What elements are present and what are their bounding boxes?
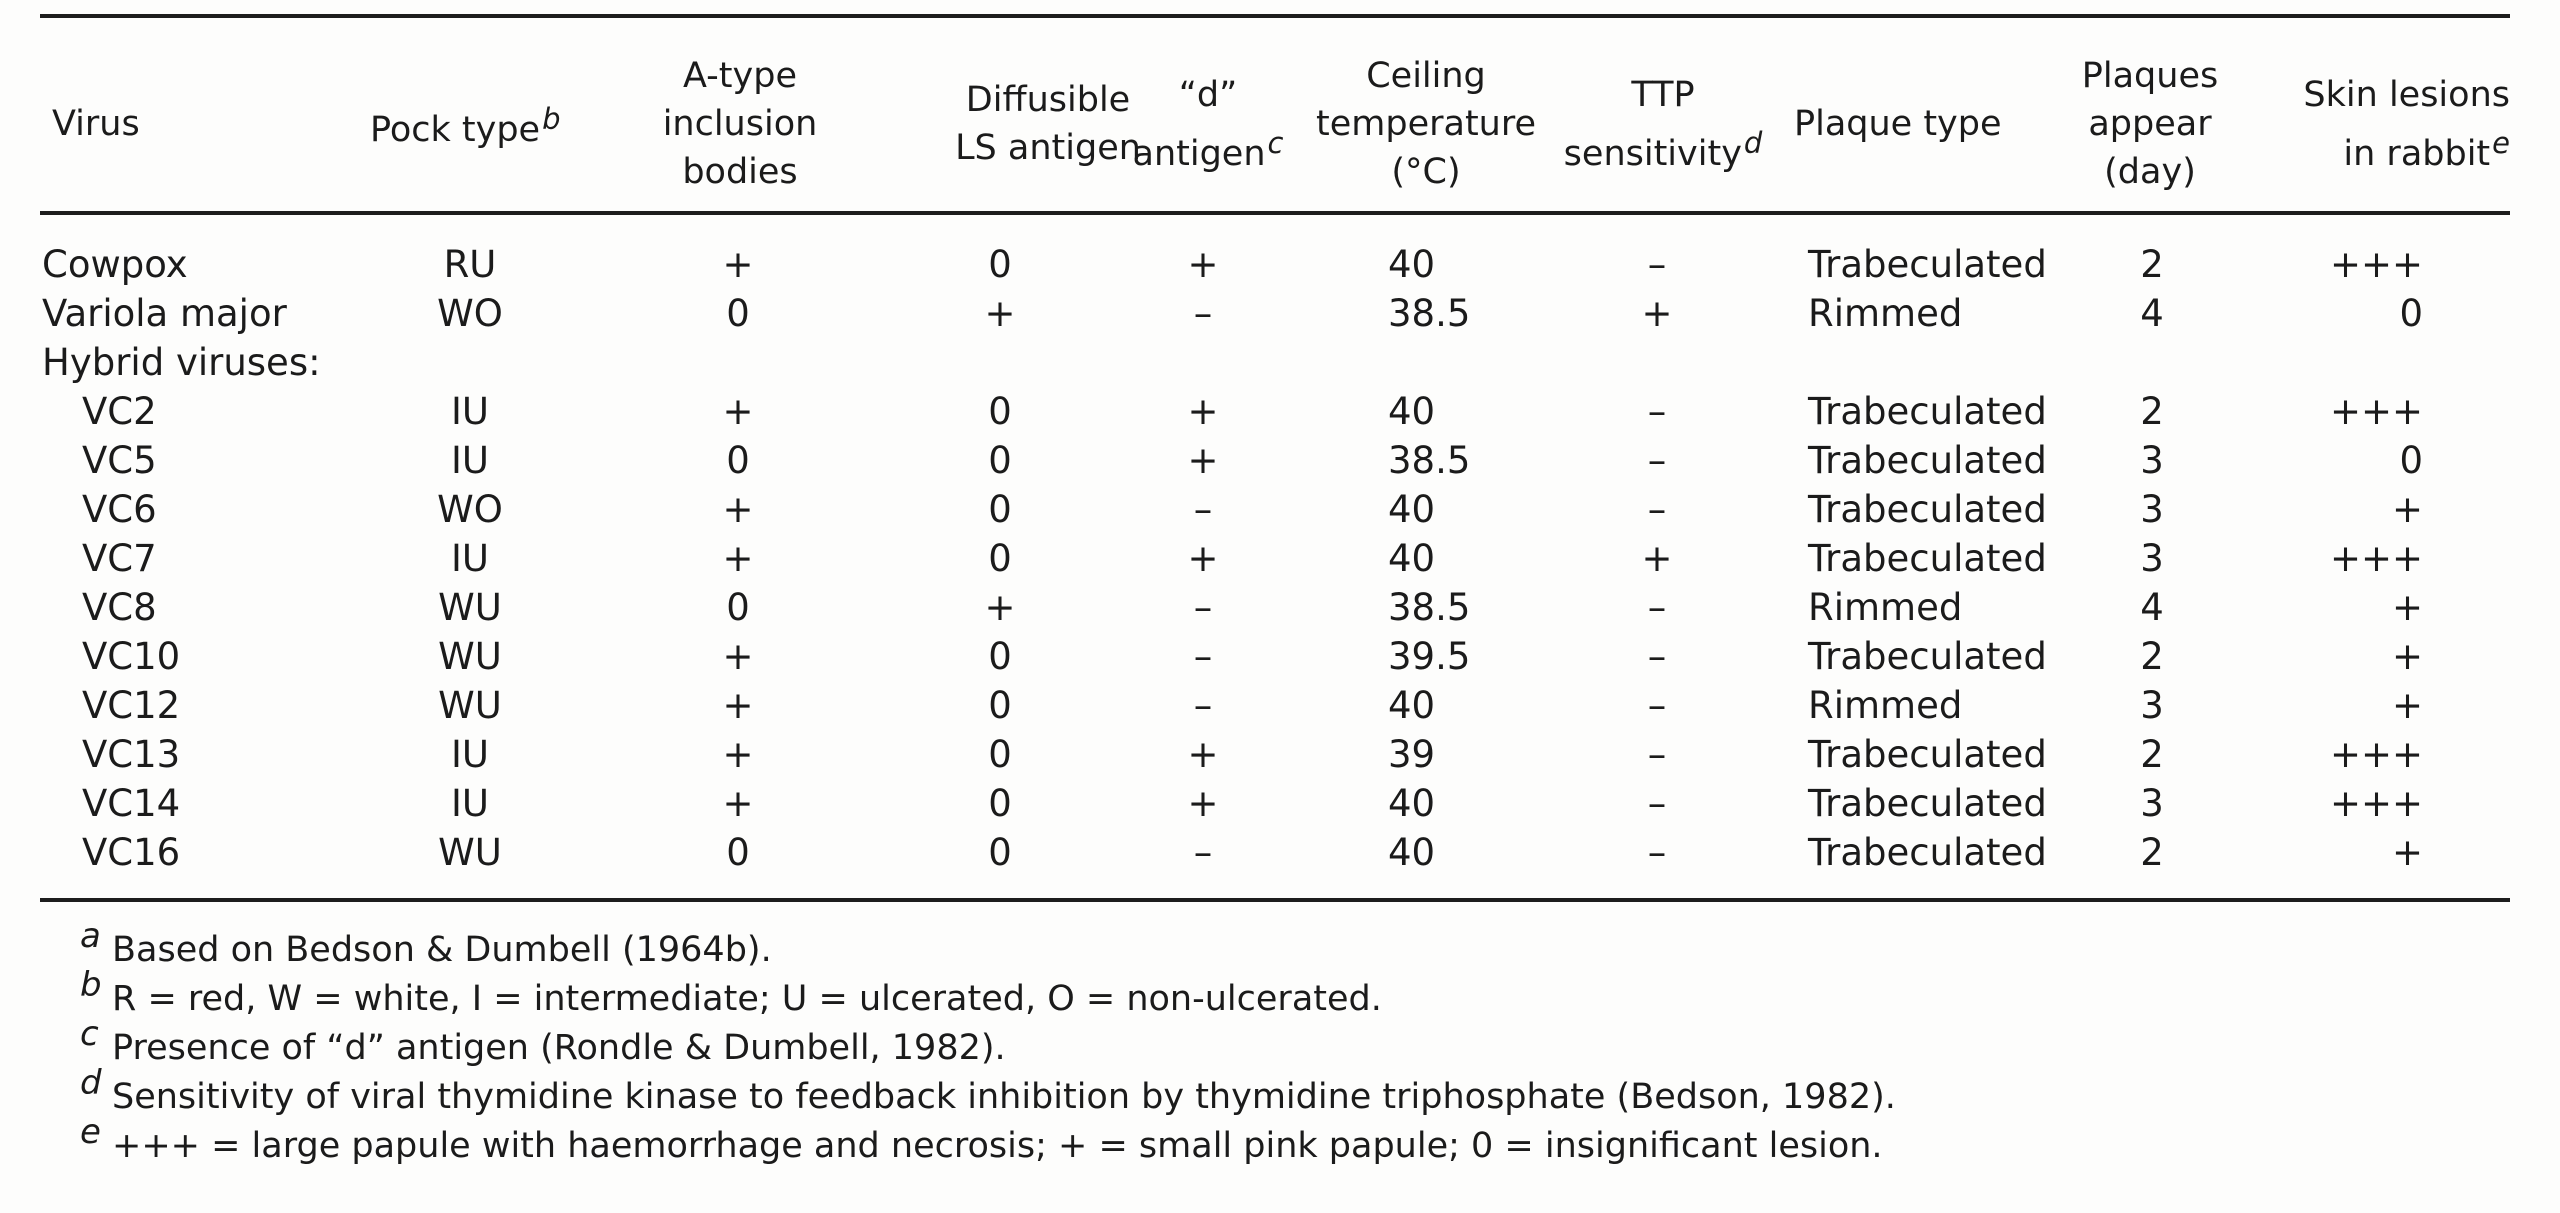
table-cell: WU [438, 635, 502, 678]
table-row [0, 583, 2560, 632]
table-cell: 0 [726, 292, 750, 335]
table-cell: – [1647, 733, 1667, 776]
table-cell: – [1647, 782, 1667, 825]
table-top-rule [40, 14, 2510, 18]
table-cell: 3 [2140, 488, 2164, 531]
column-header [1794, 44, 2034, 204]
table-cell: – [1647, 831, 1667, 874]
table-cell: WU [438, 831, 502, 874]
table-cell: + [2391, 831, 2423, 874]
table-cell: + [722, 635, 754, 678]
table-cell: Rimmed [1808, 684, 1963, 727]
table-cell: + [1187, 243, 1219, 286]
table-cell: + [722, 782, 754, 825]
table-cell: – [1647, 439, 1667, 482]
column-header [1548, 44, 1778, 204]
table-cell: – [1647, 635, 1667, 678]
table-cell: 2 [2140, 635, 2164, 678]
table-cell: 40 [1388, 684, 1436, 727]
table-cell: – [1647, 390, 1667, 433]
table-cell: 0 [988, 390, 1012, 433]
table-cell: + [1187, 733, 1219, 776]
table-cell: + [2391, 684, 2423, 727]
table-cell: – [1193, 292, 1213, 335]
table-cell: Variola major [42, 292, 287, 335]
table-cell: VC7 [82, 537, 157, 580]
table-cell: Trabeculated [1808, 831, 2047, 874]
table-cell: WU [438, 684, 502, 727]
table-cell: + [722, 537, 754, 580]
table-cell: 0 [988, 635, 1012, 678]
column-header-line-wrap [2343, 119, 2510, 178]
table-cell: Trabeculated [1808, 537, 2047, 580]
column-header-line: in rabbit [2343, 133, 2491, 174]
table-cell: 0 [726, 831, 750, 874]
table-row [0, 681, 2560, 730]
table-bottom-rule [40, 898, 2510, 902]
table-cell: +++ [2329, 243, 2423, 286]
table-cell: 3 [2140, 439, 2164, 482]
table-row [0, 828, 2560, 877]
table-cell: VC5 [82, 439, 157, 482]
table-cell: – [1193, 684, 1213, 727]
table-cell: 0 [988, 488, 1012, 531]
table-row [0, 485, 2560, 534]
column-header-line-wrap [1564, 119, 1763, 178]
table-cell: – [1193, 635, 1213, 678]
table-cell: Trabeculated [1808, 782, 2047, 825]
table-cell: 40 [1388, 488, 1436, 531]
column-header-line: “d” [1178, 74, 1238, 115]
table-cell: +++ [2329, 390, 2423, 433]
table-row [0, 289, 2560, 338]
table-cell: Trabeculated [1808, 488, 2047, 531]
table-cell: + [2391, 586, 2423, 629]
table-cell: 0 [726, 586, 750, 629]
table-cell: Trabeculated [1808, 390, 2047, 433]
table-cell: VC8 [82, 586, 157, 629]
footnote-marker: d [1743, 125, 1763, 160]
column-header-line: antigen [1132, 133, 1266, 174]
table-cell: + [1641, 537, 1673, 580]
table-cell: – [1193, 488, 1213, 531]
table-cell: 0 [2399, 292, 2423, 335]
column-header-line: bodies [682, 152, 798, 192]
column-header-line: Plaque type [1794, 104, 2002, 144]
table-cell: + [722, 488, 754, 531]
footnote-text: R = red, W = white, I = intermediate; U = ulcerated, O = non-ulcerated. [112, 979, 1382, 1019]
table-cell: IU [451, 782, 489, 825]
table-cell: + [2391, 635, 2423, 678]
table-cell: VC2 [82, 390, 157, 433]
table-cell: VC10 [82, 635, 181, 678]
table-row [0, 387, 2560, 436]
column-header-line: sensitivity [1563, 133, 1742, 174]
table-cell: 3 [2140, 782, 2164, 825]
table-row [0, 240, 2560, 289]
footnote-marker: e [2492, 125, 2510, 160]
column-header [2270, 44, 2510, 204]
table-cell: Trabeculated [1808, 733, 2047, 776]
column-header-line: appear [2088, 104, 2212, 144]
table-cell: 0 [726, 439, 750, 482]
table-cell: Trabeculated [1808, 243, 2047, 286]
table-cell: 3 [2140, 684, 2164, 727]
table-cell: IU [451, 733, 489, 776]
table-cell: IU [451, 439, 489, 482]
column-header [2050, 44, 2250, 204]
table-row [0, 779, 2560, 828]
table-cell: 3 [2140, 537, 2164, 580]
column-header-line: (day) [2104, 152, 2196, 192]
table-cell: +++ [2329, 782, 2423, 825]
table-cell: 39.5 [1388, 635, 1471, 678]
column-header-line: Virus [52, 104, 140, 144]
table-cell: VC12 [82, 684, 181, 727]
table-cell: VC13 [82, 733, 181, 776]
table-cell: 2 [2140, 831, 2164, 874]
column-header-line: inclusion [662, 104, 818, 144]
table-cell: WO [437, 292, 503, 335]
column-header-line: Diffusible [965, 80, 1131, 120]
table-cell: 0 [988, 243, 1012, 286]
column-header [52, 44, 172, 204]
table-cell: + [1187, 439, 1219, 482]
table-cell: 2 [2140, 390, 2164, 433]
table-cell: 4 [2140, 586, 2164, 629]
column-header-line: A-type [683, 56, 797, 96]
table-cell: WU [438, 586, 502, 629]
footnote-text: +++ = large papule with haemorrhage and necrosis; + = small pink papule; 0 = insignificant lesion. [112, 1126, 1883, 1166]
table-cell: – [1647, 243, 1667, 286]
column-header [620, 44, 860, 204]
column-header-line: Pock type [370, 109, 541, 150]
table-cell: – [1647, 684, 1667, 727]
table-cell: 0 [988, 782, 1012, 825]
table-cell: Trabeculated [1808, 635, 2047, 678]
table-cell: – [1193, 586, 1213, 629]
table-cell: 40 [1388, 537, 1436, 580]
table-cell: +++ [2329, 537, 2423, 580]
table-cell: WO [437, 488, 503, 531]
table-cell: + [984, 586, 1016, 629]
table-row [0, 730, 2560, 779]
column-header-line: Skin lesions [2303, 74, 2510, 115]
table-cell: + [2391, 488, 2423, 531]
table-cell: 40 [1388, 390, 1436, 433]
footnote-marker: b [80, 965, 102, 1005]
table-cell: 38.5 [1388, 439, 1471, 482]
table-cell: + [722, 243, 754, 286]
footnote-text: Sensitivity of viral thymidine kinase to feedback inhibition by thymidine triphosphate (Bedson, 1982). [112, 1077, 1896, 1117]
column-header-line: TTP [1631, 74, 1695, 115]
table-cell: 4 [2140, 292, 2164, 335]
table-cell: VC14 [82, 782, 181, 825]
group-label-row [0, 338, 2560, 387]
column-header [370, 44, 590, 204]
group-label: Hybrid viruses: [42, 341, 321, 384]
footnote-marker: d [80, 1063, 102, 1103]
table-cell: + [722, 390, 754, 433]
table-cell: 40 [1388, 243, 1436, 286]
table-cell: 2 [2140, 733, 2164, 776]
footnote-marker: c [80, 1014, 99, 1054]
footnote-marker: a [80, 916, 101, 956]
table-cell: – [1647, 488, 1667, 531]
table-cell: + [1187, 782, 1219, 825]
table-cell: 2 [2140, 243, 2164, 286]
table-cell: 39 [1388, 733, 1436, 776]
table-cell: + [722, 684, 754, 727]
column-header-line: Ceiling [1366, 56, 1486, 96]
table-cell: – [1647, 586, 1667, 629]
table-cell: 0 [988, 733, 1012, 776]
table-cell: IU [451, 537, 489, 580]
table-cell: – [1193, 831, 1213, 874]
footnote-text: Based on Bedson & Dumbell (1964b). [112, 930, 772, 970]
table-cell: VC16 [82, 831, 181, 874]
table-cell: + [1641, 292, 1673, 335]
column-header-line-wrap [370, 95, 561, 154]
table-cell: + [1187, 537, 1219, 580]
table-cell: 0 [988, 439, 1012, 482]
table-cell: IU [451, 390, 489, 433]
column-header-line: (°C) [1391, 152, 1461, 192]
table-cell: VC6 [82, 488, 157, 531]
table-cell: 0 [988, 684, 1012, 727]
table-cell: 0 [2399, 439, 2423, 482]
footnote-marker: c [1267, 125, 1284, 160]
table-cell: + [722, 733, 754, 776]
table-cell: 0 [988, 831, 1012, 874]
footnote-text: Presence of “d” antigen (Rondle & Dumbell, 1982). [112, 1028, 1006, 1068]
table-cell: Rimmed [1808, 292, 1963, 335]
table-row [0, 632, 2560, 681]
table-cell: Trabeculated [1808, 439, 2047, 482]
table-cell: RU [443, 243, 497, 286]
header-bottom-rule [40, 211, 2510, 215]
footnote-marker: e [80, 1112, 101, 1152]
column-header [1118, 44, 1298, 204]
footnote-marker: b [542, 101, 561, 136]
column-header-line: LS antigen [955, 128, 1141, 168]
table-cell: 38.5 [1388, 586, 1471, 629]
table-cell: +++ [2329, 733, 2423, 776]
table-row [0, 534, 2560, 583]
column-header-line: temperature [1316, 104, 1536, 144]
column-header-line: Plaques [2081, 56, 2219, 96]
table-cell: 40 [1388, 782, 1436, 825]
table-cell: + [1187, 390, 1219, 433]
column-header-line-wrap [1133, 119, 1284, 178]
table-cell: Rimmed [1808, 586, 1963, 629]
column-header [1306, 44, 1546, 204]
table-cell: 0 [988, 537, 1012, 580]
table-cell: 40 [1388, 831, 1436, 874]
table-cell: + [984, 292, 1016, 335]
table-cell: Cowpox [42, 243, 188, 286]
table-cell: 38.5 [1388, 292, 1471, 335]
table-row [0, 436, 2560, 485]
